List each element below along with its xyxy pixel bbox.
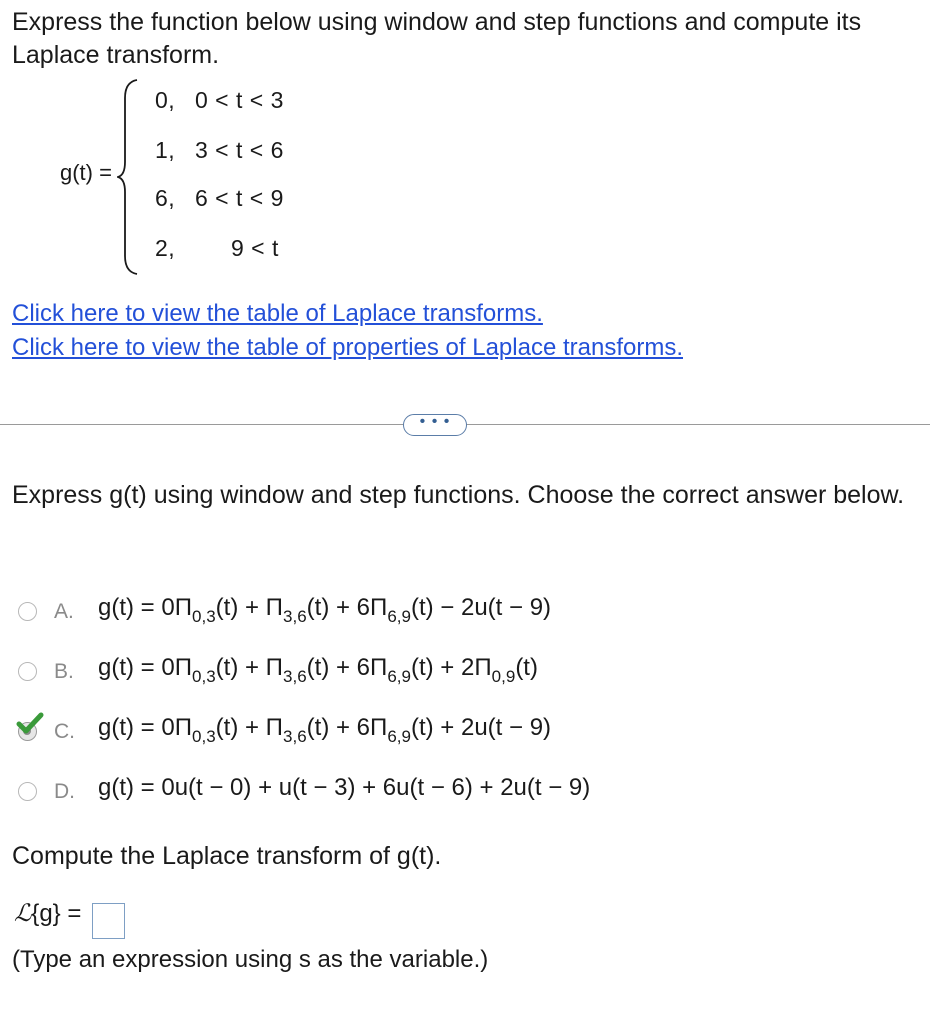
laplace-rest: {g} = [31, 900, 82, 927]
option-b[interactable] [18, 656, 658, 690]
laplace-properties-link[interactable]: Click here to view the table of properties of Laplace transforms. [12, 334, 683, 361]
left-brace [117, 78, 141, 276]
piece-condition: 6 < t < 9 [195, 185, 284, 211]
laplace-table-link[interactable]: Click here to view the table of Laplace transforms. [12, 300, 543, 327]
option-d-formula: g(t) = 0u(t − 0) + u(t − 3) + 6u(t − 6) + 2u(t − 9) [98, 774, 591, 801]
option-letter: B. [54, 660, 74, 683]
piece-condition: 3 < t < 6 [195, 137, 284, 163]
option-letter: D. [54, 780, 75, 803]
option-letter: A. [54, 600, 74, 623]
option-a[interactable] [18, 596, 658, 630]
radio-b[interactable] [18, 662, 37, 681]
g-label: g(t) = [60, 160, 112, 185]
piece-value: 1, [155, 137, 176, 163]
problem-intro: Express the function below using window and step functions and compute its Laplace transform. [12, 8, 862, 69]
option-b-formula: $g(t) = 0\Pi_{0,3}(t) + \Pi_{3,6}(t) + 6\Pi_{6,9}(t) + 2\Pi_{0,9}(t)$ [98, 654, 538, 686]
piece-row-2 [155, 137, 284, 164]
script-l: ℒ [14, 899, 32, 927]
radio-a[interactable] [18, 602, 37, 621]
compute-prompt: Compute the Laplace transform of g(t). [12, 842, 442, 870]
piece-condition: 0 < t < 3 [195, 87, 284, 113]
piece-value: 6, [155, 185, 176, 211]
piece-row-1 [155, 87, 284, 114]
radio-d[interactable] [18, 782, 37, 801]
laplace-label [14, 899, 81, 928]
option-c[interactable] [18, 716, 658, 750]
laplace-answer-input[interactable] [92, 903, 125, 939]
option-letter: C. [54, 720, 75, 743]
question-text: Express g(t) using window and step functions. Choose the correct answer below. [12, 481, 905, 509]
piece-row-3 [155, 185, 284, 212]
piece-condition: 9 < t [231, 235, 279, 261]
piece-value: 0, [155, 87, 176, 113]
piece-value: 2, [155, 235, 176, 261]
piece-row-4 [155, 235, 279, 262]
option-d[interactable] [18, 776, 658, 810]
input-hint: (Type an expression using s as the variable.) [12, 946, 489, 973]
option-c-formula: $g(t) = 0\Pi_{0,3}(t) + \Pi_{3,6}(t) + 6\Pi_{6,9}(t) + 2u(t - 9)$ [98, 714, 552, 746]
expand-more-button[interactable]: • • • [403, 414, 467, 436]
option-a-formula: $g(t) = 0\Pi_{0,3}(t) + \Pi_{3,6}(t) + 6\Pi_{6,9}(t) - 2u(t - 9)$ [98, 594, 552, 626]
correct-check-icon [16, 712, 44, 736]
